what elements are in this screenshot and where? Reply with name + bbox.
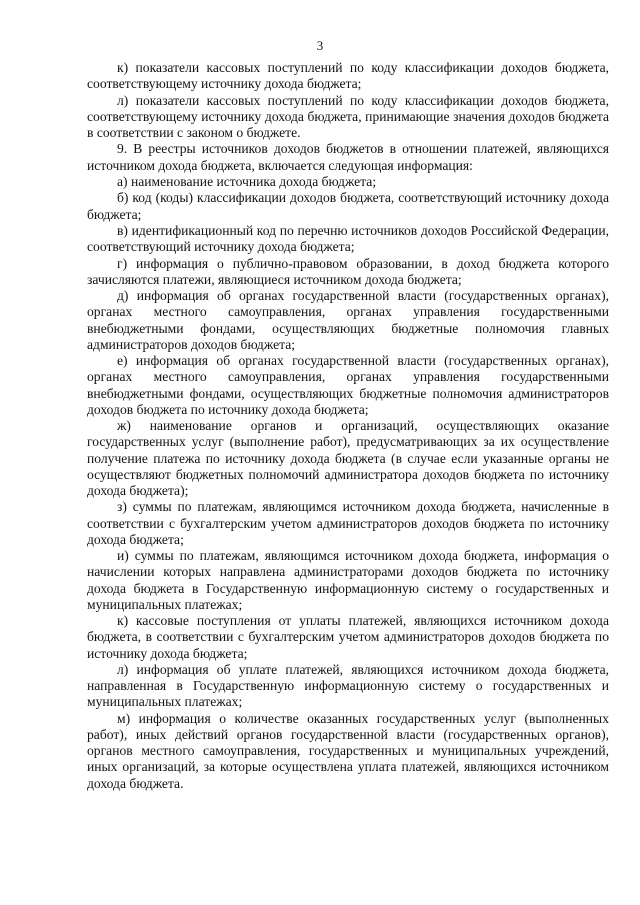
paragraph: е) информация об органах государственной власти (государственных органах), органах местного самоуправления, органах управления государственными внебюджетными фондами, осуществляющих бюджетные полномочия администраторов доходов бюджета по источнику дохода бюджета; [87, 353, 609, 417]
paragraph: а) наименование источника дохода бюджета; [117, 173, 377, 189]
paragraph: и) суммы по платежам, являющимся источником дохода бюджета, информация о начислении которых направлена администраторами доходов бюджета по источнику дохода бюджета в Государственную информационную систему о государственных и муниципальных платежах; [87, 548, 609, 612]
paragraph: л) показатели кассовых поступлений по коду классификации доходов бюджета, соответствующему источнику дохода бюджета, принимающие значения доходов бюджета в соответствии с законом о бюджете. [87, 92, 609, 140]
paragraph: з) суммы по платежам, являющимся источником дохода бюджета, начисленные в соответствии с бухгалтерским учетом администраторов доходов бюджета по источнику дохода бюджета; [87, 499, 609, 547]
paragraph: к) показатели кассовых поступлений по коду классификации доходов бюджета, соответствующему источнику дохода бюджета; [87, 60, 609, 92]
paragraph: б) код (коды) классификации доходов бюджета, соответствующий источнику дохода бюджета; [87, 190, 609, 222]
paragraph: в) идентификационный код по перечню источников доходов Российской Федерации, соответствующий источнику дохода бюджета; [87, 222, 609, 255]
paragraph: ж) наименование органов и организаций, осуществляющих оказание государственных услуг (выполнение работ), предусматривающих за их осуществление получение платежа по источнику дохода бюджета (в случае если указанные органы не осуществляют бюджетных полномочий администратора доходов бюджета по источнику дохода бюджета); [87, 418, 609, 498]
paragraph: л) информация об уплате платежей, являющихся источником дохода бюджета, направленная в Государственную информационную систему о государственных и муниципальных платежах; [87, 661, 609, 710]
page-number: 3 [316, 38, 324, 53]
document-body [87, 60, 609, 792]
paragraph: д) информация об органах государственной власти (государственных органах), органах местного самоуправления, органах управления государственными внебюджетными фондами, осуществляющих бюджетные полномочия главных администраторов доходов бюджета; [87, 288, 609, 352]
paragraph: 9. В реестры источников доходов бюджетов в отношении платежей, являющихся источником дохода бюджета, включается следующая информация: [87, 141, 609, 173]
paragraph: г) информация о публично-правовом образовании, в доход бюджета которого зачисляются платежи, являющиеся источником дохода бюджета; [87, 255, 609, 287]
paragraph: к) кассовые поступления от уплаты платежей, являющихся источником дохода бюджета, в соответствии с бухгалтерским учетом администраторов доходов бюджета по источнику дохода бюджета; [87, 613, 609, 661]
paragraph: м) информация о количестве оказанных государственных услуг (выполненных работ), иных действий органов государственной власти (государственных органов), органов местного самоуправления, государственных и муниципальных учреждений, иных организаций, за которые осуществлена уплата платежей, являющихся источником дохода бюджета. [87, 710, 609, 791]
